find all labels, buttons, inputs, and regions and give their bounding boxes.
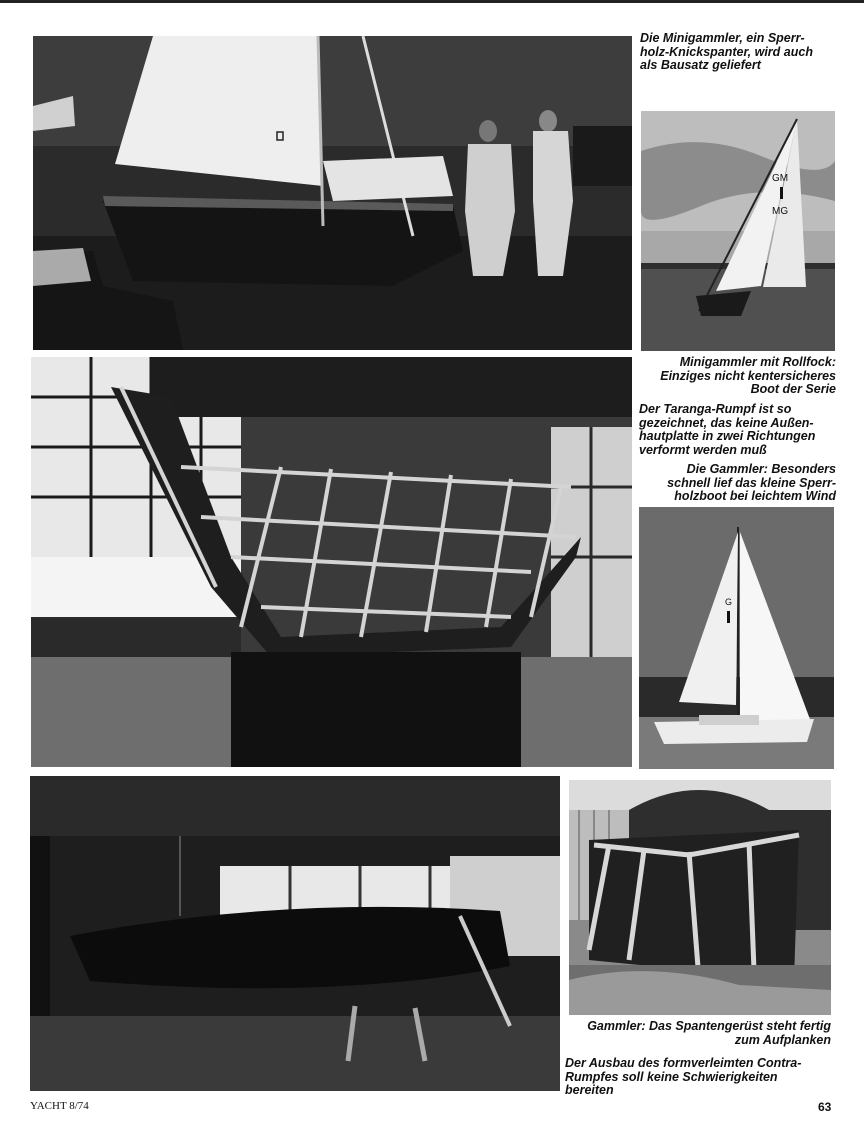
photo-minigammler-boat-show <box>33 36 632 350</box>
photo-taranga-hull-frames <box>31 357 632 767</box>
page-number: 63 <box>818 1100 832 1114</box>
photo-gammler-sailing <box>639 507 834 769</box>
photo-contra-hull-workshop <box>30 776 560 1091</box>
caption-gammler-spantengeruest: Gammler: Das Spantengerüst steht fertig zum Aufplanken <box>587 1019 831 1047</box>
caption-contra-rumpf: Der Ausbau des formverleimten Contra- Rumpfes soll keine Schwierigkeiten bereiten <box>565 1056 802 1097</box>
sail-mark-gm: GM <box>772 173 789 184</box>
sail-mark-mg: MG <box>772 206 789 217</box>
caption-minigammler-rollfock: Minigammler mit Rollfock: Einziges nicht kentersicheres Boot der Serie <box>660 355 836 396</box>
svg-text:G: G <box>725 597 733 607</box>
caption-taranga-rumpf: Der Taranga-Rumpf ist so gezeichnet, das keine Außen- hautplatte in zwei Richtungen verformt werden muß <box>639 402 816 457</box>
top-rule <box>0 0 864 3</box>
caption-minigammler-kit: Die Minigammler, ein Sperr- holz-Knickspanter, wird auch als Bausatz geliefert <box>640 31 813 72</box>
photo-gammler-frame-outdoors <box>569 780 831 1015</box>
caption-gammler-wind: Die Gammler: Besonders schnell lief das kleine Sperr- holzboot bei leichtem Wind <box>667 462 836 503</box>
magazine-issue: YACHT 8/74 <box>30 1100 89 1112</box>
photo-minigammler-rollfock <box>641 111 835 351</box>
